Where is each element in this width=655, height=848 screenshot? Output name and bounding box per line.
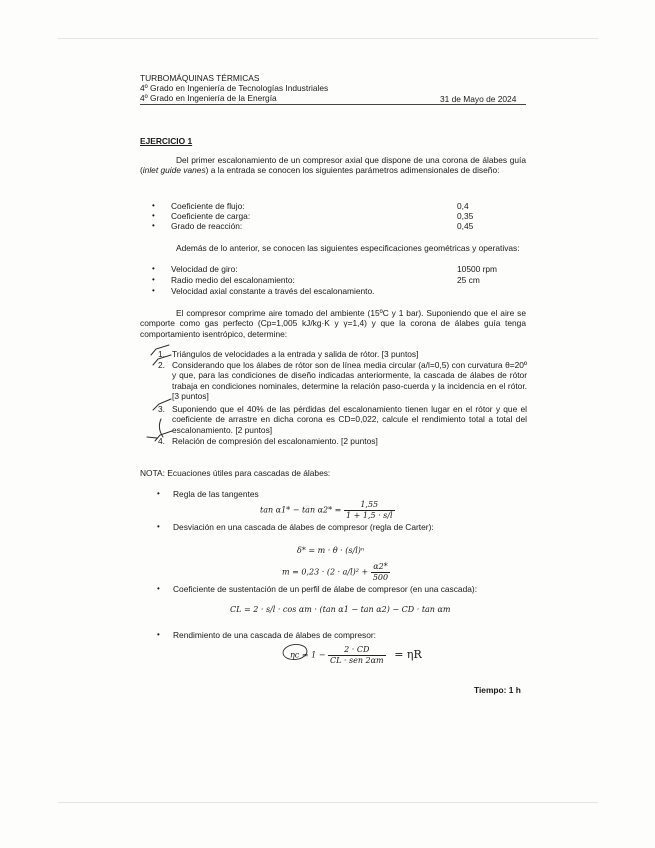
spec-label: Velocidad axial constante a través del escalonamiento. xyxy=(171,286,375,296)
carter-m-numerator: α2* xyxy=(371,562,390,573)
param-label: Coeficiente de carga: xyxy=(171,211,251,221)
bullet-icon: • xyxy=(157,489,160,498)
intro-text-italic: inlet guide vanes xyxy=(142,165,206,176)
spec-value: 25 cm xyxy=(457,275,480,285)
bullet-icon: • xyxy=(152,221,155,230)
efficiency-denominator: CL · sen 2αm xyxy=(329,656,384,665)
question-number: 4. xyxy=(158,436,165,446)
question-number: 1. xyxy=(158,349,165,359)
intro-text-a: Del primer escalonamiento de un compresor axial que dispone de una corona de álabes guía ( xyxy=(140,155,526,176)
question-text: Considerando que los álabes de rótor son de línea media circular (a/l=0,5) con curvatura θ=20º y que, para las condiciones de diseño indicadas anteriormente, la cascada de álabes de rótor trabaja en condiciones nominales, determine la relación paso-cuerda y la incidencia en el rótor. [3 puntos] xyxy=(172,360,527,402)
carter-m-denominator: 500 xyxy=(372,573,389,582)
param-value: 0,35 xyxy=(457,211,474,221)
note-label: Rendimiento de una cascada de álabes de compresor: xyxy=(173,630,376,640)
tangent-rule-lhs: tan α1* − tan α2* = xyxy=(260,505,342,515)
tangent-rule-numerator: 1,55 xyxy=(344,500,395,511)
question-number: 2. xyxy=(158,360,165,370)
bullet-icon: • xyxy=(152,201,155,210)
tangent-rule-equation xyxy=(260,500,395,521)
scan-edge-top xyxy=(58,38,598,39)
bullet-icon: • xyxy=(152,211,155,220)
carter-m-lhs: m = 0,23 · (2 · a/l)² + xyxy=(282,567,369,577)
efficiency-equation xyxy=(290,645,422,666)
carter-deviation-equation: δ* = m · θ · (s/l)ⁿ xyxy=(297,546,365,555)
exercise-heading: EJERCICIO 1 xyxy=(140,136,193,146)
notes-title: NOTA: Ecuaciones útiles para cascadas de álabes: xyxy=(140,468,331,478)
bullet-icon: • xyxy=(152,275,155,284)
param-label: Grado de reacción: xyxy=(171,221,243,231)
note-label: Coeficiente de sustentación de un perfil de álabe de compresor (en una cascada): xyxy=(173,584,478,594)
scan-edge-bottom xyxy=(58,802,598,803)
exam-time: Tiempo: 1 h xyxy=(474,685,521,695)
efficiency-numerator: 2 · CD xyxy=(328,645,386,656)
bullet-icon: • xyxy=(157,522,160,531)
degree-line-2: 4º Grado en Ingeniería de la Energía xyxy=(140,93,277,103)
question-text: Triángulos de velocidades a la entrada y salida de rótor. [3 puntos] xyxy=(172,349,419,359)
course-title: TURBOMÁQUINAS TÉRMICAS xyxy=(140,73,260,83)
note-label: Desviación en una cascada de álabes de compresor (regla de Carter): xyxy=(173,522,434,532)
carter-m-equation xyxy=(282,562,390,583)
param-value: 0,45 xyxy=(457,221,474,231)
question-text: Relación de compresión del escalonamiento. [2 puntos] xyxy=(172,436,378,446)
degree-line-1: 4º Grado en Ingeniería de Tecnologías Industriales xyxy=(140,83,329,93)
efficiency-lhs: ηc = 1 − xyxy=(290,650,326,660)
note-label: Regla de las tangentes xyxy=(173,489,259,499)
bullet-icon: • xyxy=(157,630,160,639)
efficiency-fraction xyxy=(328,645,386,666)
intro-text-b: ) a la entrada se conocen los siguientes parámetros adimensionales de diseño: xyxy=(205,165,500,176)
question-number: 3. xyxy=(158,404,165,414)
handwritten-circle-icon xyxy=(281,642,309,662)
spec-label: Velocidad de giro: xyxy=(171,264,238,274)
exam-date: 31 de Mayo de 2024 xyxy=(440,94,517,104)
specs-intro: Además de lo anterior, se conocen las siguientes especificaciones geométricas y operativas: xyxy=(176,243,520,253)
header-rule xyxy=(140,104,526,105)
bullet-icon: • xyxy=(157,584,160,593)
lift-coefficient-equation: CL = 2 · s/l · cos αm · (tan α1 − tan α2) − CD · tan αm xyxy=(230,605,451,614)
tangent-rule-fraction xyxy=(344,500,395,521)
spec-value: 10500 rpm xyxy=(457,264,498,274)
param-label: Coeficiente de flujo: xyxy=(171,201,245,211)
intro-paragraph xyxy=(140,155,526,176)
spec-label: Radio medio del escalonamiento: xyxy=(171,275,295,285)
question-text: Suponiendo que el 40% de las pérdidas del escalonamiento tienen lugar en el rótor y que el coeficiente de arrastre en dicha corona es CD=0,022, calcule el rendimiento total a total del escalonamiento. [2 puntos] xyxy=(172,404,527,435)
bullet-icon: • xyxy=(152,286,155,295)
handwritten-check-marks-icon xyxy=(143,343,177,447)
param-value: 0,4 xyxy=(457,201,469,211)
air-paragraph: El compresor comprime aire tomado del ambiente (15ºC y 1 bar). Suponiendo que el aire se comporte como gas perfecto (Cp=1,005 kJ/kg·K y γ=1,4) y que la corona de álabes guía tenga comportamiento isentrópico, determine: xyxy=(140,308,526,339)
bullet-icon: • xyxy=(152,264,155,273)
tangent-rule-denominator: 1 + 1,5 · s/l xyxy=(345,511,393,520)
efficiency-handwritten-addition: = ηR xyxy=(394,647,422,661)
carter-m-fraction xyxy=(371,562,390,583)
